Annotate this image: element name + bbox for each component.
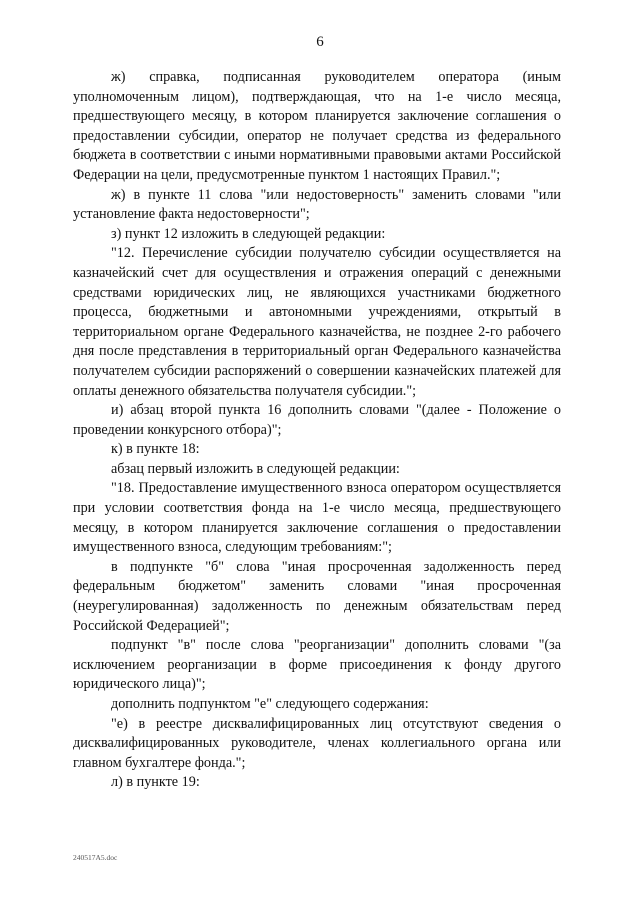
paragraph: подпункт "в" после слова "реорганизации" дополнить словами "(за исключением реорганизации в форме присоединения к фонду другого юридического лица)"; [73,637,561,693]
paragraph: "18. Предоставление имущественного взноса оператором осуществляется при условии соответствия фонда на 1-е число месяца, предшествующего месяцу, в котором планируется заключение соглашения о предоставлении имущественного взноса, следующим требованиям:"; [73,480,561,556]
document-body [73,68,561,793]
paragraph: "е) в реестре дисквалифицированных лиц отсутствуют сведения о дисквалифицированных руководителе, членах коллегиального органа или главном бухгалтере фонда."; [73,715,561,771]
paragraph: ж) справка, подписанная руководителем оператора (иным уполномоченным лицом), подтверждающая, что на 1-е число месяца, предшествующего месяцу, в котором планируется заключение соглашения о предоставлении субсидии, оператор не получает средства из федерального бюджета в соответствии с иными нормативными правовыми актами Российской Федерации на цели, предусмотренные пунктом 1 настоящих Правил."; [73,69,561,183]
paragraph: з) пункт 12 изложить в следующей редакции: [111,225,386,242]
paragraph: дополнить подпунктом "е" следующего содержания: [111,696,429,712]
paragraph: "12. Перечисление субсидии получателю субсидии осуществляется на казначейский счет для осуществления и отражения операций с денежными средствами юридических лиц, не являющихся участниками бюджетного процесса, бюджетными и автономными учреждениями, открытый в территориальном органе Федерального казначейства, не позднее 2-го рабочего дня после представления в территориальный орган Федерального казначейства получателем субсидии распоряжений о совершении казначейских платежей для оплаты денежного обязательства получателя субсидии."; [73,245,561,399]
document-file-code: 240517А5.doc [73,853,118,862]
paragraph: абзац первый изложить в следующей редакции: [111,460,400,477]
paragraph: и) абзац второй пункта 16 дополнить словами "(далее - Положение о проведении конкурсного отбора)"; [73,402,561,438]
paragraph: ж) в пункте 11 слова "или недостоверность" заменить словами "или установление факта недостоверности"; [73,186,561,223]
paragraph: л) в пункте 19: [111,774,200,791]
paragraph: в подпункте "б" слова "иная просроченная задолженность перед федеральным бюджетом" заменить словами "иная просроченная (неурегулированная) задолженность по денежным обязательствам перед Российской Федерацией"; [73,558,561,634]
page-number: 6 [316,34,324,50]
paragraph: к) в пункте 18: [111,441,200,458]
